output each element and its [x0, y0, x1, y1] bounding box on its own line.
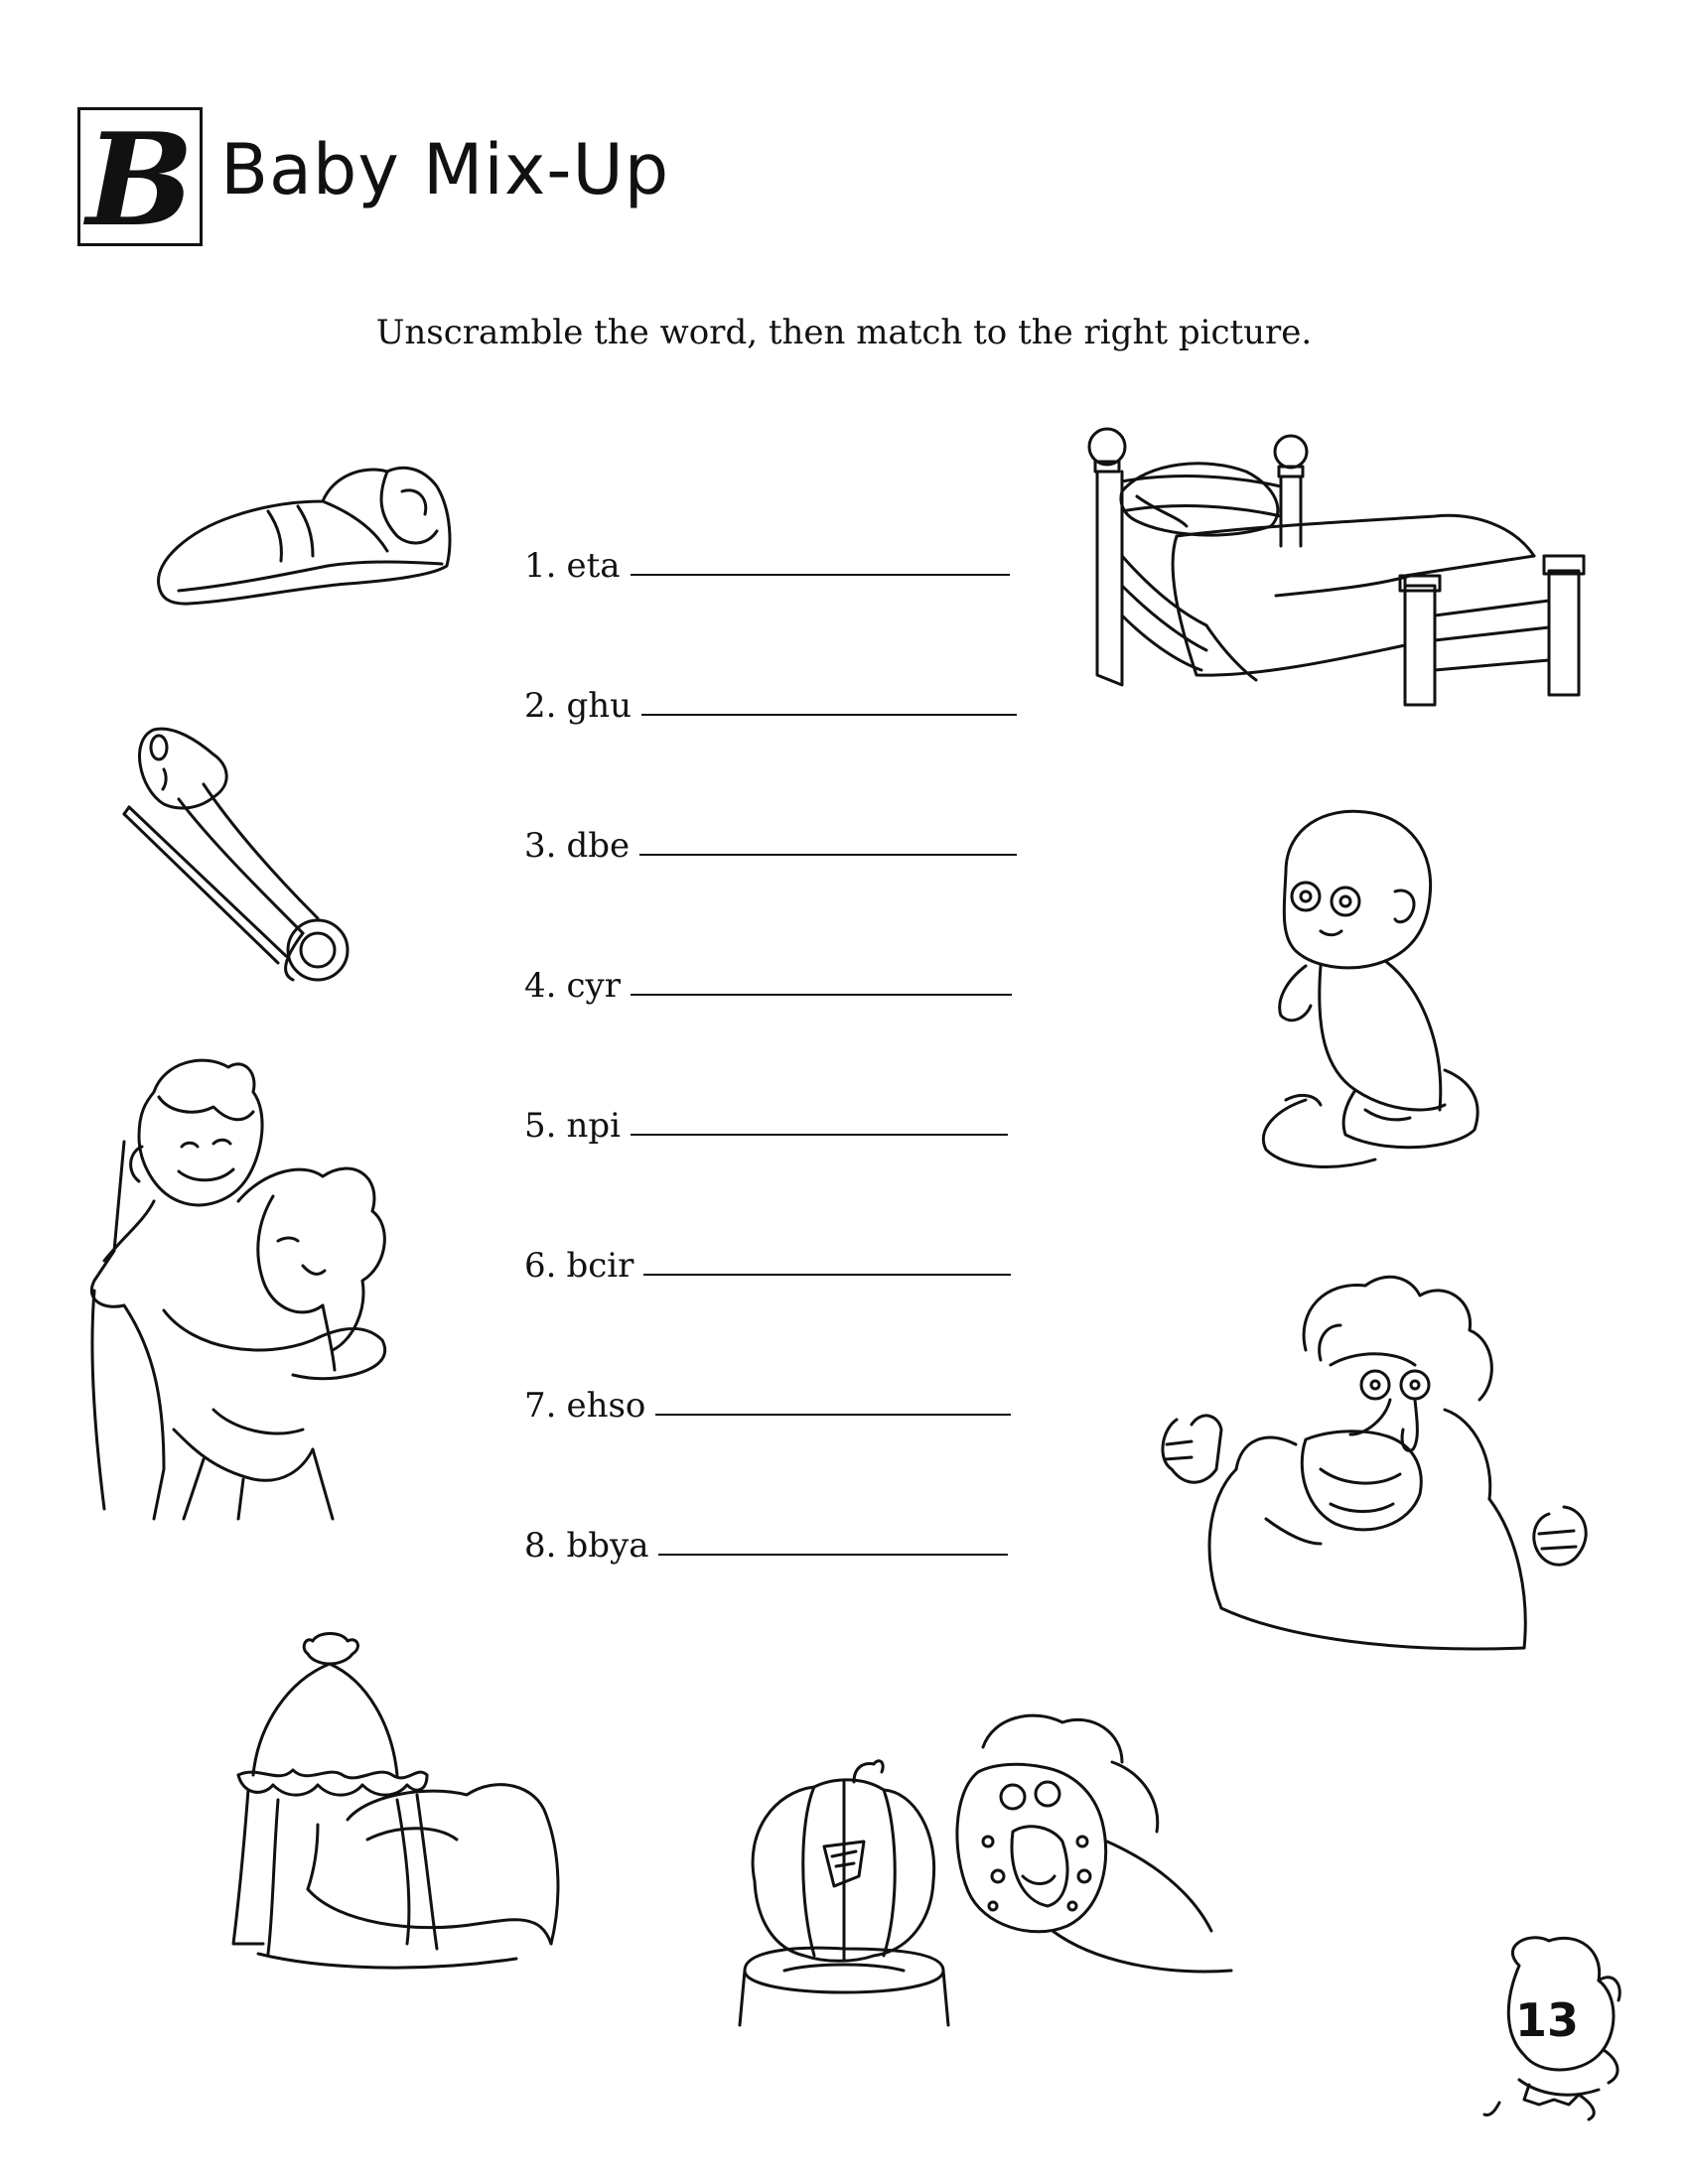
page-title: Baby Mix-Up	[220, 129, 670, 210]
safety-pin-picture[interactable]	[119, 720, 357, 998]
answer-blank[interactable]	[655, 1414, 1011, 1416]
section-letter-box	[77, 106, 203, 255]
instructions: Unscramble the word, then match to the right picture.	[375, 313, 1313, 352]
item-number: 8.	[524, 1526, 557, 1566]
word-item	[524, 1096, 1008, 1146]
eating-pumpkin-picture[interactable]	[715, 1703, 1311, 2030]
item-number: 4.	[524, 966, 557, 1006]
item-number: 6.	[524, 1246, 557, 1286]
answer-blank[interactable]	[641, 714, 1017, 716]
word-item	[524, 1516, 1008, 1566]
scrambled-word: bcir	[566, 1246, 634, 1286]
crying-man-icon	[1147, 1271, 1604, 1668]
crying-man-picture[interactable]	[1147, 1271, 1604, 1668]
bed-icon	[1077, 417, 1604, 715]
scrambled-word: ghu	[566, 686, 633, 726]
shoe-icon	[149, 457, 467, 615]
word-item	[524, 1376, 1011, 1426]
item-number: 7.	[524, 1386, 557, 1426]
page-number: 13	[1514, 1993, 1579, 2047]
section-letter: B	[85, 106, 195, 255]
answer-blank[interactable]	[631, 1134, 1008, 1136]
shoe-picture[interactable]	[149, 457, 467, 615]
scrambled-word: npi	[566, 1106, 621, 1146]
scrambled-word: eta	[566, 546, 621, 586]
scrambled-word: ehso	[566, 1386, 646, 1426]
item-number: 5.	[524, 1106, 557, 1146]
answer-blank[interactable]	[658, 1554, 1008, 1556]
word-item	[524, 676, 1017, 726]
bed-picture[interactable]	[1077, 417, 1604, 715]
baby-picture[interactable]	[1246, 802, 1494, 1199]
item-number: 3.	[524, 826, 557, 866]
baby-icon	[1246, 802, 1494, 1199]
item-number: 1.	[524, 546, 557, 586]
cradle-picture[interactable]	[218, 1626, 576, 1983]
scrambled-word: cyr	[566, 966, 621, 1006]
answer-blank[interactable]	[643, 1274, 1011, 1276]
word-item	[524, 536, 1010, 586]
safety-pin-icon	[119, 720, 357, 998]
item-number: 2.	[524, 686, 557, 726]
pumpkin-icon	[715, 1703, 1311, 2030]
word-item	[524, 1236, 1011, 1286]
scrambled-word: bbya	[566, 1526, 649, 1566]
answer-blank[interactable]	[631, 994, 1012, 996]
hugging-couple-picture[interactable]	[65, 1052, 422, 1529]
word-item	[524, 956, 1012, 1006]
cradle-icon	[218, 1626, 576, 1983]
hugging-couple-icon	[65, 1052, 422, 1529]
answer-blank[interactable]	[631, 574, 1010, 576]
answer-blank[interactable]	[639, 854, 1017, 856]
scrambled-word: dbe	[566, 826, 631, 866]
word-item	[524, 816, 1017, 866]
